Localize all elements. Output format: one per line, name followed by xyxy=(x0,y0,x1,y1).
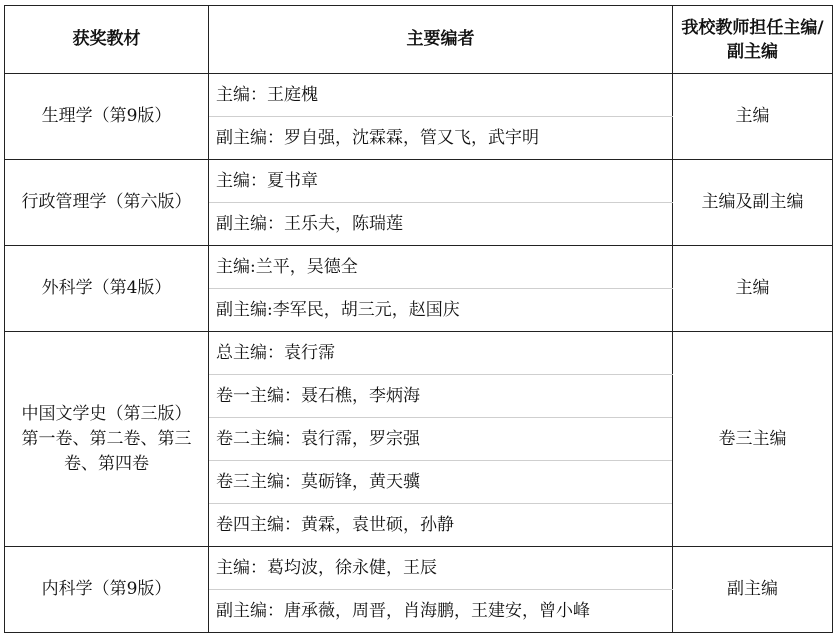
header-our-teacher-role: 我校教师担任主编/副主编 xyxy=(673,6,833,74)
textbook-name: 生理学（第9版） xyxy=(5,74,209,160)
header-awarded-textbook: 获奖教材 xyxy=(5,6,209,74)
textbook-name: 内科学（第9版） xyxy=(5,547,209,633)
textbook-name: 中国文学史（第三版）第一卷、第二卷、第三卷、第四卷 xyxy=(5,332,209,547)
editor-line: 副主编:李军民，胡三元，赵国庆 xyxy=(209,289,673,332)
table-row xyxy=(5,74,833,117)
editor-line: 总主编：袁行霈 xyxy=(209,332,673,375)
teacher-role: 主编及副主编 xyxy=(673,160,833,246)
table-row xyxy=(5,160,833,203)
header-row xyxy=(5,6,833,74)
editor-line: 副主编：唐承薇，周晋，肖海鹏，王建安，曾小峰 xyxy=(209,590,673,633)
editor-line: 主编:兰平，吴德全 xyxy=(209,246,673,289)
editor-line: 主编：王庭槐 xyxy=(209,74,673,117)
awards-table xyxy=(4,5,833,633)
editor-line: 卷一主编：聂石樵，李炳海 xyxy=(209,375,673,418)
editor-line: 主编：葛均波，徐永健，王辰 xyxy=(209,547,673,590)
editor-line: 卷四主编：黄霖，袁世硕，孙静 xyxy=(209,504,673,547)
table-row xyxy=(5,332,833,375)
editor-line: 卷二主编：袁行霈，罗宗强 xyxy=(209,418,673,461)
table-row xyxy=(5,547,833,590)
editor-line: 副主编：罗自强，沈霖霖，管又飞，武宇明 xyxy=(209,117,673,160)
header-main-editors: 主要编者 xyxy=(209,6,673,74)
editor-line: 卷三主编：莫砺锋，黄天骥 xyxy=(209,461,673,504)
teacher-role: 主编 xyxy=(673,246,833,332)
teacher-role: 主编 xyxy=(673,74,833,160)
table-row xyxy=(5,246,833,289)
teacher-role: 卷三主编 xyxy=(673,332,833,547)
textbook-name: 外科学（第4版） xyxy=(5,246,209,332)
teacher-role: 副主编 xyxy=(673,547,833,633)
editor-line: 主编：夏书章 xyxy=(209,160,673,203)
editor-line: 副主编：王乐夫，陈瑞莲 xyxy=(209,203,673,246)
textbook-name: 行政管理学（第六版） xyxy=(5,160,209,246)
